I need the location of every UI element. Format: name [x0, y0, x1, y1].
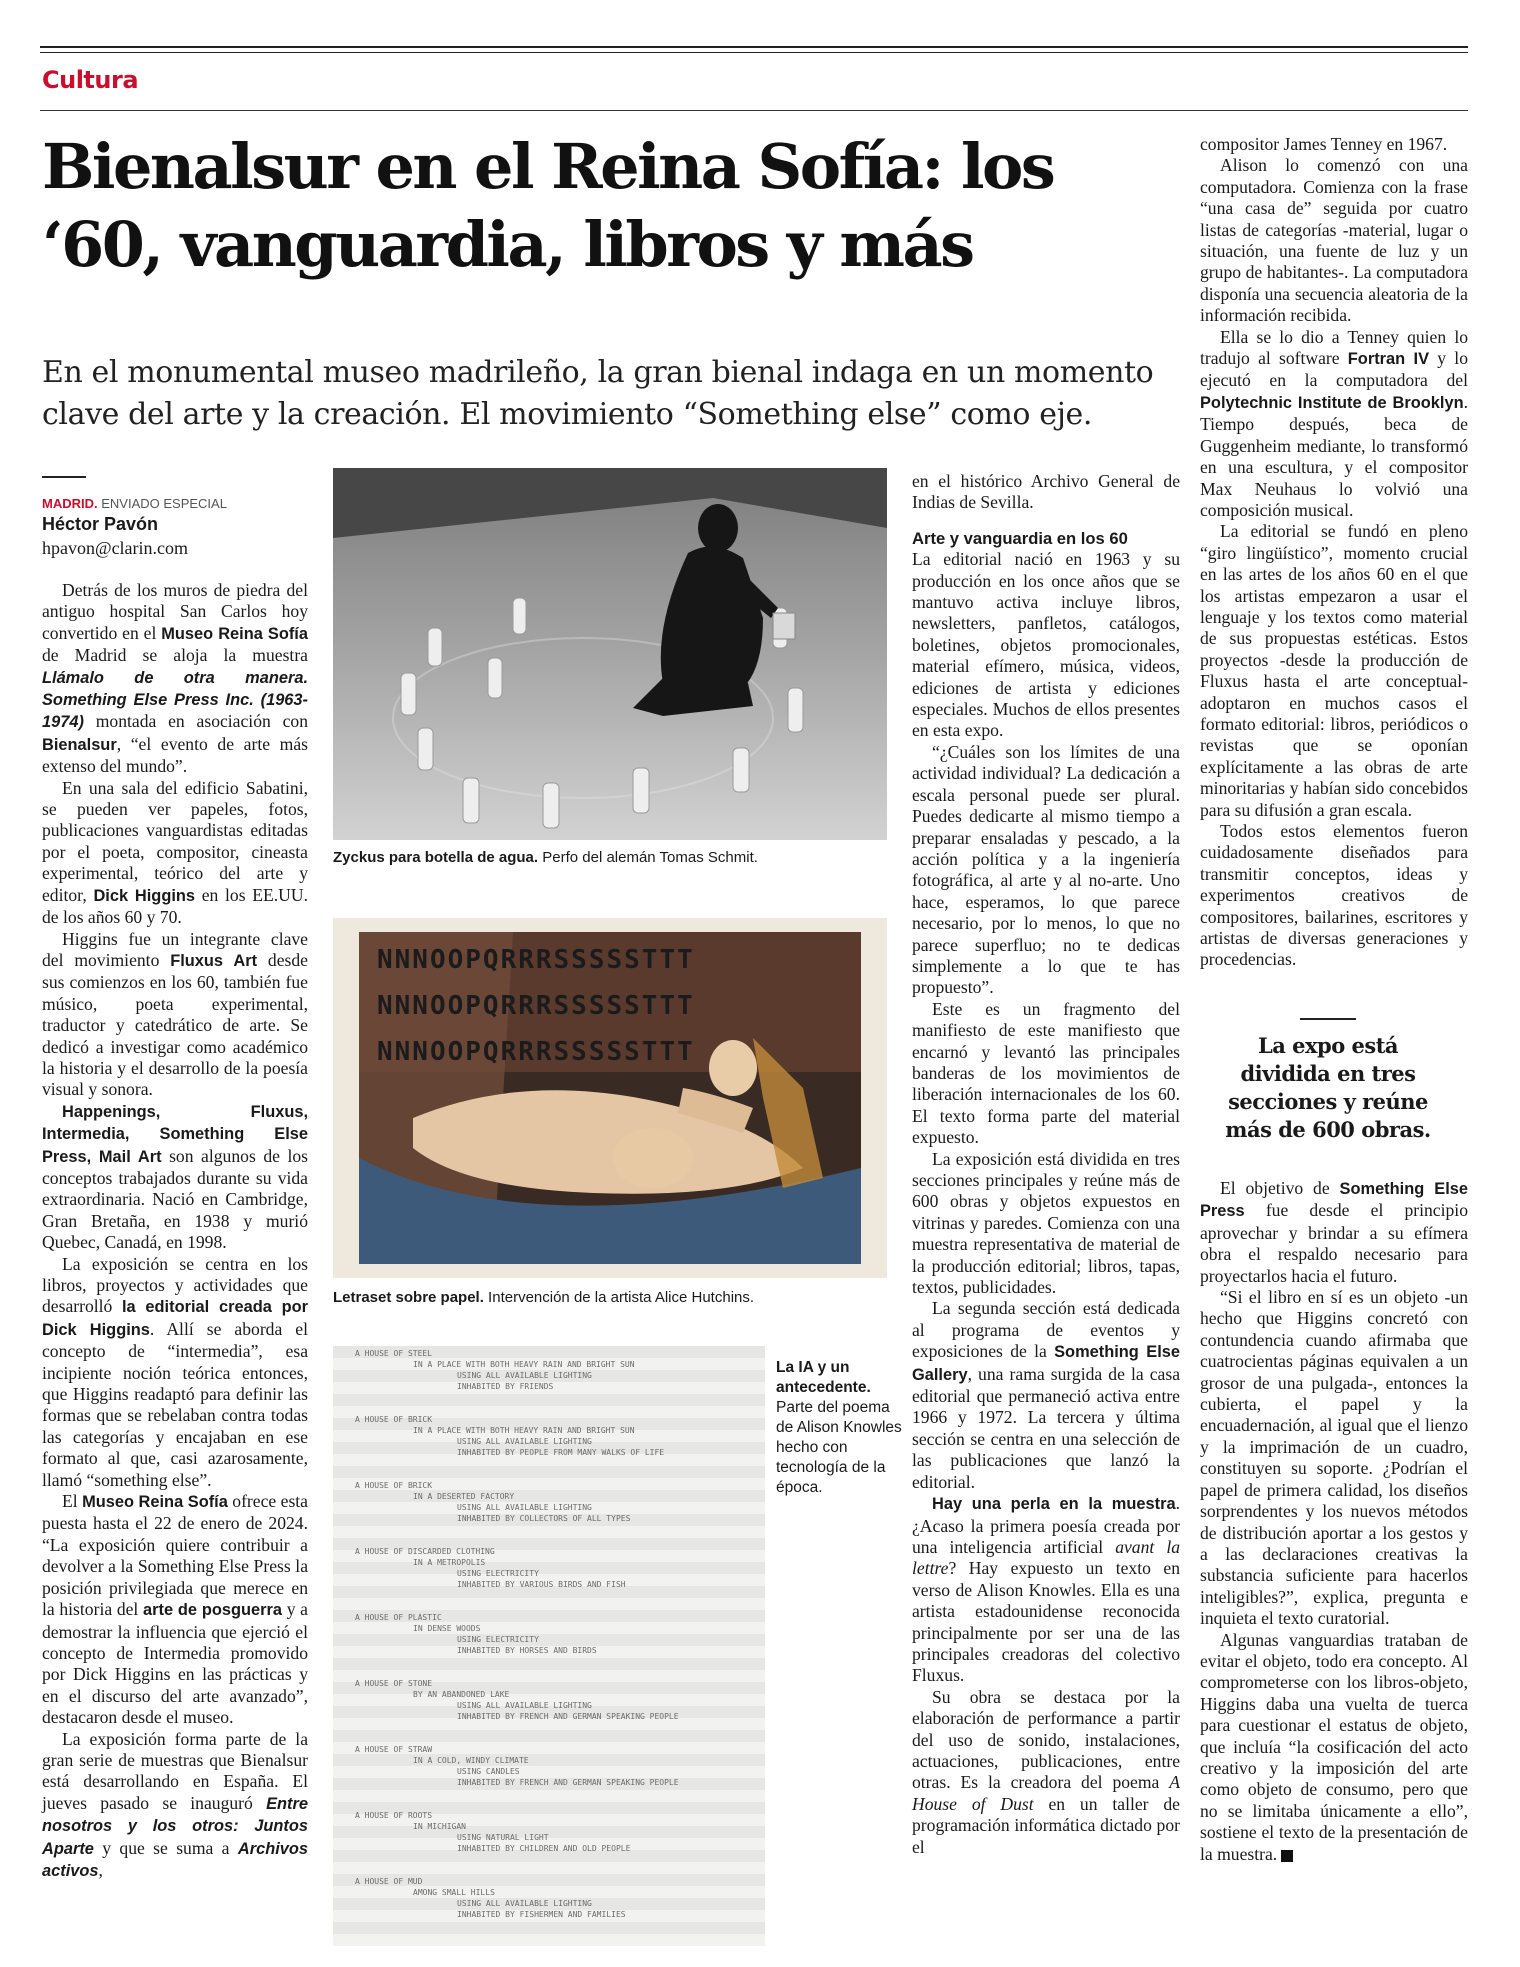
poem-line: USING ALL AVAILABLE LIGHTING	[457, 1437, 592, 1446]
poem-line: IN A PLACE WITH BOTH HEAVY RAIN AND BRIGHT SUN	[413, 1426, 635, 1435]
poem-line: A HOUSE OF PLASTIC	[355, 1613, 442, 1622]
photo-performance	[333, 468, 887, 840]
poem-line: INHABITED BY FRIENDS	[457, 1382, 554, 1391]
col1-paragraph-1: Detrás de los muros de piedra del antiguo hospital San Carlos hoy convertido en el Museo Reina Sofía de Madrid se aloja la muestra Llámalo de otra manera. Something Else Press Inc. (1963-1974) montada en asociación con Bienalsur, “el evento de arte más extenso del mundo”.	[42, 580, 308, 777]
byline-email[interactable]: hpavon@clarin.com	[42, 538, 189, 558]
letraset-line: NNNOOPQRRRSSSSSTTT	[377, 945, 695, 975]
poem-line: INHABITED BY COLLECTORS OF ALL TYPES	[457, 1514, 631, 1523]
poem-line: IN A PLACE WITH BOTH HEAVY RAIN AND BRIGHT SUN	[413, 1360, 635, 1369]
photo-poem-printout	[333, 1346, 765, 1946]
photo3-caption: La IA y un antecedente. Parte del poema de Alison Knowles hecho con tecnología de la época.	[776, 1359, 902, 1496]
col1-paragraph-2: En una sala del edificio Sabatini, se pueden ver papeles, fotos, publicaciones vanguardistas editadas por el poeta, compositor, cineasta experimental, teórico del arte y editor, Dick Higgins en los EE.UU. de los años 60 y 70.	[42, 777, 308, 928]
col1-paragraph-5: La exposición se centra en los libros, proyectos y actividades que desarrolló la editorial creada por Dick Higgins. Allí se aborda el concepto de “intermedia”, esa incipiente noción teórica entonces, que Higgins readaptó para definir las formas que se rebelaban contra todas las categorías y encajaban en ese formato al que, casi azarosamente, llamó “something else”.	[42, 1253, 309, 1490]
poem-line: INHABITED BY FRENCH AND GERMAN SPEAKING PEOPLE	[457, 1712, 679, 1721]
col3-paragraph-7: Su obra se destaca por la elaboración de performance a partir del uso de sonido, instalaciones, actuaciones, publicaciones, entre otras. Es la creadora del poema A House of Dust en un taller de programación informática dictado por el	[912, 1686, 1180, 1857]
pull-quote: La expo está dividida en tres secciones y reúne más de 600 obras.	[1225, 1033, 1431, 1142]
col3-paragraph-6: Hay una perla en la muestra. ¿Acaso la primera poesía creada por una inteligencia artificial avant la lettre? Hay expuesto un texto en verso de Alison Knowles. Ella es una artista estadounidense reconocida principalmente por ser una de las principales creadoras del colectivo Fluxus.	[912, 1493, 1180, 1686]
byline-dateline	[42, 496, 227, 511]
column-1	[42, 580, 308, 1882]
poem-line: AMONG SMALL HILLS	[413, 1888, 495, 1897]
col4-paragraph-5: El objetivo de Something Else Press fue desde el principio aprovechar y brindar a su efímera obra el respaldo necesario para proyectarlos hacia el futuro.	[1200, 1178, 1468, 1286]
poem-line: IN A METROPOLIS	[413, 1558, 486, 1567]
top-rule-thin	[40, 52, 1468, 53]
poem-line: A HOUSE OF DISCARDED CLOTHING	[355, 1547, 495, 1556]
photo1-caption: Zyckus para botella de agua. Perfo del alemán Tomas Schmit.	[333, 849, 758, 866]
letraset-artwork	[333, 918, 887, 1278]
col3-paragraph-3: Este es un fragmento del manifiesto de este manifiesto que encarnó y levantó las principales banderas de los movimientos de liberación internacionales de los 60. El texto forma parte del material expuesto.	[912, 998, 1180, 1148]
col4-paragraph-4: Todos estos elementos fueron cuidadosamente diseñados para transmitir conceptos, ideas y experimentos creativos de compositores, bailarines, escritores y artistas de diversas generaciones y procedencias.	[1200, 821, 1468, 970]
poem-line: INHABITED BY FRENCH AND GERMAN SPEAKING PEOPLE	[457, 1778, 679, 1787]
section-rule	[40, 110, 1468, 111]
letraset-line: NNNOOPQRRRSSSSSTTT	[377, 1037, 695, 1067]
poem-line: BY AN ABANDONED LAKE	[413, 1690, 510, 1699]
col1-paragraph-4: Happenings, Fluxus, Intermedia, Something Else Press, Mail Art son algunos de los conceptos trabajados durante su vida extraordinaria. Nació en Cambridge, Gran Bretaña, en 1938 y murió Quebec, Canadá, en 1998.	[42, 1102, 309, 1253]
poem-line: A HOUSE OF BRICK	[355, 1481, 433, 1490]
end-mark-icon	[1281, 1850, 1293, 1862]
poem-line: USING ALL AVAILABLE LIGHTING	[457, 1701, 592, 1710]
byline-name: Héctor Pavón	[42, 514, 159, 534]
col3-paragraph-2: “¿Cuáles son los límites de una actividad individual? La dedicación a escala personal puede ser plural. Puedes dedicarte al mismo tiempo a preparar ensaladas y pescado, a la acción política y a la ingeniería fotográfica, al arte y al no-arte. Uno hace, esperamos, lo que parece necesario, por lo menos, lo que no parece superfluo; no te dedicas simplemente a lo que te has propuesto”.	[912, 741, 1180, 998]
column-4-lower	[1200, 1178, 1468, 1865]
poem-line: USING ELECTRICITY	[457, 1635, 539, 1644]
photo2-caption: Letraset sobre papel. Intervención de la artista Alice Hutchins.	[333, 1289, 755, 1306]
col3-paragraph-5: La segunda sección está dedicada al programa de eventos y exposiciones de la Something Else Gallery, una rama surgida de la casa editorial que permaneció activa entre 1966 y 1972. La tercera y última sección se centra en una selección de las publicaciones que lanzó la editorial.	[912, 1298, 1180, 1492]
column-3	[912, 471, 1180, 1858]
photo-letraset	[333, 918, 887, 1278]
poem-line: A HOUSE OF ROOTS	[355, 1811, 433, 1820]
headline: Bienalsur en el Reina Sofía: los ‘60, vanguardia, libros y más	[42, 130, 1054, 281]
poem-line: USING CANDLES	[457, 1767, 520, 1776]
poem-line: INHABITED BY PEOPLE FROM MANY WALKS OF LIFE	[457, 1448, 665, 1457]
poem-line: USING ELECTRICITY	[457, 1569, 539, 1578]
poem-printout	[333, 1346, 765, 1946]
poem-line: A HOUSE OF BRICK	[355, 1415, 433, 1424]
col4-paragraph-7: Algunas vanguardias trataban de evitar el objeto, todo era concepto. Al comprometerse con los libros-objeto, Higgins daba una vuelta de tuerca para cuestionar el estatus de objeto, que incluía “la cosificación del acto creativo y la imposición del arte como objeto de consumo, pero que no se limitaba únicamente a ello”, sostiene el texto de la presentación de la muestra.	[1200, 1629, 1468, 1864]
byline-rule	[42, 476, 86, 478]
col4-paragraph-3: La editorial se fundó en pleno “giro lingüístico”, momento crucial en las artes de los años 60 en el que los artistas empezaron a usar el lenguaje y los textos como material de sus propuestas estéticas. Estos proyectos -desde la producción de Fluxus hasta el arte conceptual- adoptaron en muchos casos el formato editorial: libros, periódicos o revistas que se oponían explícitamente a las obras de arte minoritarias y habían sido concebidos para su difusión a gran escala.	[1200, 521, 1468, 820]
column-4	[1200, 134, 1468, 971]
poem-line: USING ALL AVAILABLE LIGHTING	[457, 1371, 592, 1380]
poem-line: IN A COLD, WINDY CLIMATE	[413, 1756, 529, 1765]
poem-line: IN A DESERTED FACTORY	[413, 1492, 515, 1501]
poem-line: INHABITED BY HORSES AND BIRDS	[457, 1646, 597, 1655]
col4-paragraph-0: compositor James Tenney en 1967.	[1200, 134, 1448, 154]
col3-subhead: Arte y vanguardia en los 60	[912, 528, 1128, 548]
section-label: Cultura	[42, 66, 139, 94]
byline-role: ENVIADO ESPECIAL	[101, 496, 227, 511]
poem-line: USING ALL AVAILABLE LIGHTING	[457, 1503, 592, 1512]
pull-quote-rule	[1300, 1018, 1356, 1020]
letraset-line: NNNOOPQRRRSSSSSTTT	[377, 991, 695, 1021]
top-rule	[40, 46, 1468, 48]
col1-paragraph-6: El Museo Reina Sofía ofrece esta puesta hasta el 22 de enero de 2024. “La exposición quiere contribuir a devolver a la Something Else Press la posición privilegiada que merece en la historia del arte de posguerra y a demostrar la influencia que ejerció el concepto de Intermedia promovido por Dick Higgins en las prácticas y en el discurso del arte avanzado”, destacaron desde el museo.	[42, 1491, 308, 1728]
deck: En el monumental museo madrileño, la gran bienal indaga en un momento clave del arte y la creación. El movimiento “Something else” como eje.	[42, 355, 1154, 432]
poem-line: USING ALL AVAILABLE LIGHTING	[457, 1899, 592, 1908]
col4-paragraph-1: Alison lo comenzó con una computadora. Comienza con la frase “una casa de” seguida por cuatro listas de categorías -material, lugar o situación, una fuente de luz y un grupo de habitantes-. La computadora disponía una secuencia aleatoria de la información recibida.	[1200, 155, 1468, 326]
poem-line: INHABITED BY FISHERMEN AND FAMILIES	[457, 1910, 626, 1919]
performance-image	[333, 468, 887, 840]
col4-paragraph-6: “Si el libro en sí es un objeto -un hecho que Higgins concretó con contundencia cuando afirmaba que cuatrocientas páginas equivalen a un grosor de una pulgada-, entonces la cubierta, el papel y la encuadernación, al igual que el lienzo y la imprimación de un cuadro, constituyen su soporte. ¿Podrían el papel de primera calidad, los diseños sorprendentes y los nuevos métodos de distribución aportar a los gestos y a las declaraciones creativas la substancia suficiente para hacerlos inteligibles?”, explica, pregunta e inquieta el texto curatorial.	[1200, 1287, 1468, 1629]
byline-city: MADRID.	[42, 496, 98, 511]
poem-line: A HOUSE OF STONE	[355, 1679, 433, 1688]
poem-line: A HOUSE OF STEEL	[355, 1349, 433, 1358]
col3-paragraph-0: en el histórico Archivo General de Indias de Sevilla.	[912, 471, 1180, 513]
poem-line: IN MICHIGAN	[413, 1822, 466, 1831]
poem-line: INHABITED BY CHILDREN AND OLD PEOPLE	[457, 1844, 631, 1853]
letraset-text	[377, 945, 695, 1067]
col1-paragraph-3: Higgins fue un integrante clave del movimiento Fluxus Art desde sus comienzos en los 60, también fue músico, poeta experimental, traductor y catedrático de arte. Se dedicó a investigar como académico la historia y el desarrollo de la poesía visual y sonora.	[42, 928, 308, 1100]
col1-paragraph-7: La exposición forma parte de la gran serie de muestras que Bienalsur está desarrollando en España. El jueves pasado se inauguró Entre nosotros y los otros: Juntos Aparte y que se suma a Archivos activos,	[42, 1728, 308, 1880]
col4-paragraph-2: Ella se lo dio a Tenney quien lo tradujo al software Fortran IV y lo ejecutó en la computadora del Polytechnic Institute de Brooklyn. Tiempo después, beca de Guggenheim mediante, lo transformó en una escultura, y el compositor Max Neuhaus lo volvió una composición musical.	[1200, 326, 1468, 520]
poem-line: A HOUSE OF STRAW	[355, 1745, 433, 1754]
poem-line: A HOUSE OF MUD	[355, 1877, 423, 1886]
col3-paragraph-4: La exposición está dividida en tres secciones principales y reúne más de 600 obras y objetos expuestos en vitrinas y paredes. Comienza con una muestra representativa de material de la producción editorial; libros, tapas, textos, publicidades.	[912, 1148, 1180, 1298]
col3-paragraph-1: La editorial nació en 1963 y su producción en los once años que se mantuvo activa incluye libros, newsletters, panfletos, catálogos, boletines, objetos promocionales, material efímero, música, videos, ediciones de artista y ediciones especiales. Muchos de ellos presentes en esta expo.	[912, 549, 1180, 741]
poem-line: INHABITED BY VARIOUS BIRDS AND FISH	[457, 1580, 626, 1589]
poem-line: USING NATURAL LIGHT	[457, 1833, 549, 1842]
poem-line: IN DENSE WOODS	[413, 1624, 481, 1633]
